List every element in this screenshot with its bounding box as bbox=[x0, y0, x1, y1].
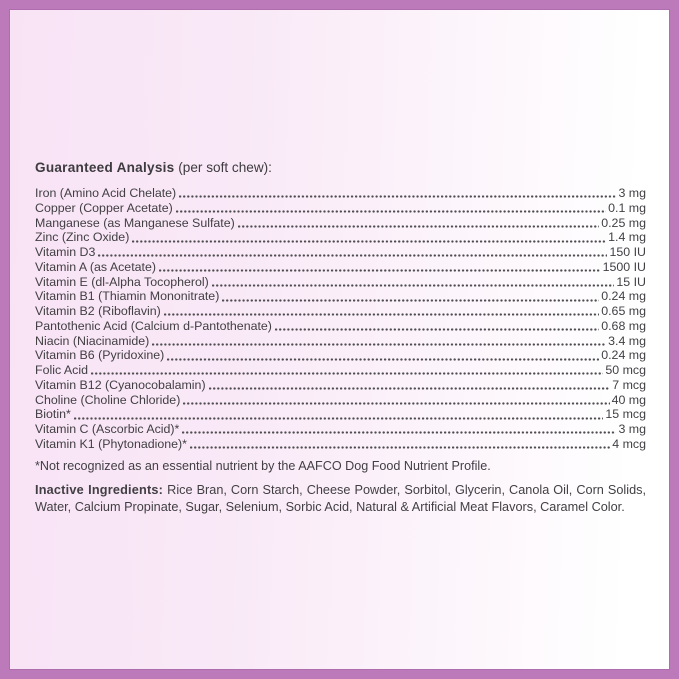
analysis-row bbox=[35, 437, 646, 452]
analysis-row-label: Vitamin B6 (Pyridoxine) bbox=[35, 348, 165, 363]
analysis-row bbox=[35, 348, 646, 363]
dot-leader bbox=[222, 299, 599, 302]
dot-leader bbox=[91, 372, 603, 375]
dot-leader bbox=[190, 446, 610, 449]
analysis-row-value: 40 mg bbox=[611, 392, 646, 407]
analysis-row-label: Vitamin E (dl-Alpha Tocopherol) bbox=[35, 274, 209, 289]
analysis-row bbox=[35, 378, 646, 393]
title-main: Guaranteed Analysis bbox=[35, 160, 175, 175]
analysis-row bbox=[35, 363, 646, 378]
analysis-row-value: 7 mcg bbox=[612, 377, 646, 392]
analysis-row-label: Vitamin B2 (Riboflavin) bbox=[35, 304, 161, 318]
analysis-row-value: 0.65 mg bbox=[601, 304, 646, 318]
analysis-row-label: Choline (Choline Chloride) bbox=[35, 392, 181, 407]
dot-leader bbox=[275, 328, 599, 331]
analysis-row bbox=[35, 334, 646, 349]
aafco-footnote: *Not recognized as an essential nutrient by the AAFCO Dog Food Nutrient Profile. bbox=[35, 458, 491, 473]
analysis-row bbox=[35, 245, 646, 260]
analysis-row-value: 3 mg bbox=[618, 186, 646, 200]
dot-leader bbox=[159, 269, 601, 272]
analysis-row bbox=[35, 260, 646, 275]
inactive-ingredients bbox=[35, 482, 646, 516]
title-suffix: (per soft chew): bbox=[174, 160, 272, 175]
analysis-row-value: 150 IU bbox=[609, 245, 646, 259]
analysis-row-label: Folic Acid bbox=[35, 363, 89, 377]
analysis-row-label: Iron (Amino Acid Chelate) bbox=[35, 186, 177, 200]
analysis-row-label: Niacin (Niacinamide) bbox=[35, 333, 150, 348]
analysis-row bbox=[35, 216, 646, 231]
dot-leader bbox=[209, 387, 611, 390]
dot-leader bbox=[183, 402, 609, 405]
analysis-row-value: 1.4 mg bbox=[608, 230, 646, 245]
analysis-row bbox=[35, 201, 646, 216]
analysis-row bbox=[35, 275, 646, 290]
analysis-row bbox=[35, 393, 646, 408]
dot-leader bbox=[238, 225, 599, 228]
analysis-row-value: 1500 IU bbox=[602, 259, 646, 274]
inactive-ingredients-heading: Inactive Ingredients: bbox=[35, 482, 164, 497]
analysis-row-value: 50 mcg bbox=[605, 363, 646, 377]
analysis-row-label: Vitamin K1 (Phytonadione)* bbox=[35, 436, 187, 451]
analysis-row-value: 0.24 mg bbox=[601, 348, 646, 363]
analysis-row bbox=[35, 304, 646, 319]
label-content bbox=[35, 159, 646, 516]
analysis-row-value: 15 IU bbox=[616, 274, 646, 289]
dot-leader bbox=[152, 343, 606, 346]
analysis-row-value: 0.1 mg bbox=[608, 200, 646, 215]
analysis-row bbox=[35, 407, 646, 422]
analysis-row bbox=[35, 289, 646, 304]
analysis-row-label: Manganese (as Manganese Sulfate) bbox=[35, 215, 235, 230]
dot-leader bbox=[98, 254, 607, 257]
analysis-row-label: Vitamin C (Ascorbic Acid)* bbox=[35, 422, 180, 436]
inactive-ingredients-text1: Rice Bran, Corn Starch, Cheese Powder, Sorbitol, Glycerin, Canola Oil, Corn Solids, bbox=[163, 482, 646, 497]
analysis-row-label: Copper (Copper Acetate) bbox=[35, 200, 173, 215]
inactive-ingredients-line2: Water, Calcium Propinate, Sugar, Selenium, Sorbic Acid, Natural & Artificial Meat Flavors, Caramel Color. bbox=[35, 499, 625, 514]
inactive-ingredients-line1 bbox=[35, 482, 646, 499]
analysis-row bbox=[35, 186, 646, 201]
analysis-row-value: 4 mcg bbox=[612, 436, 646, 451]
analysis-row-value: 3.4 mg bbox=[608, 333, 646, 348]
analysis-row-value: 0.68 mg bbox=[601, 318, 646, 333]
analysis-row-value: 0.25 mg bbox=[601, 215, 646, 230]
analysis-row-value: 3 mg bbox=[618, 422, 646, 436]
analysis-row-label: Vitamin D3 bbox=[35, 245, 96, 259]
analysis-row-label: Vitamin B1 (Thiamin Mononitrate) bbox=[35, 289, 220, 304]
guaranteed-analysis-title bbox=[35, 159, 646, 177]
dot-leader bbox=[164, 313, 599, 316]
dot-leader bbox=[74, 417, 604, 420]
dot-leader bbox=[212, 284, 615, 287]
dot-leader bbox=[132, 240, 606, 243]
analysis-row-value: 15 mcg bbox=[605, 407, 646, 422]
dot-leader bbox=[179, 195, 616, 198]
analysis-rows bbox=[35, 186, 646, 452]
analysis-row-value: 0.24 mg bbox=[601, 289, 646, 304]
analysis-row-label: Pantothenic Acid (Calcium d-Pantothenate) bbox=[35, 318, 272, 333]
dot-leader bbox=[182, 431, 616, 434]
analysis-row-label: Zinc (Zinc Oxide) bbox=[35, 230, 130, 245]
analysis-row-label: Biotin* bbox=[35, 407, 71, 422]
dot-leader bbox=[167, 358, 599, 361]
analysis-row-label: Vitamin B12 (Cyanocobalamin) bbox=[35, 377, 206, 392]
analysis-row bbox=[35, 422, 646, 437]
analysis-row bbox=[35, 319, 646, 334]
analysis-row bbox=[35, 230, 646, 245]
dot-leader bbox=[176, 210, 606, 213]
analysis-row-label: Vitamin A (as Acetate) bbox=[35, 259, 156, 274]
